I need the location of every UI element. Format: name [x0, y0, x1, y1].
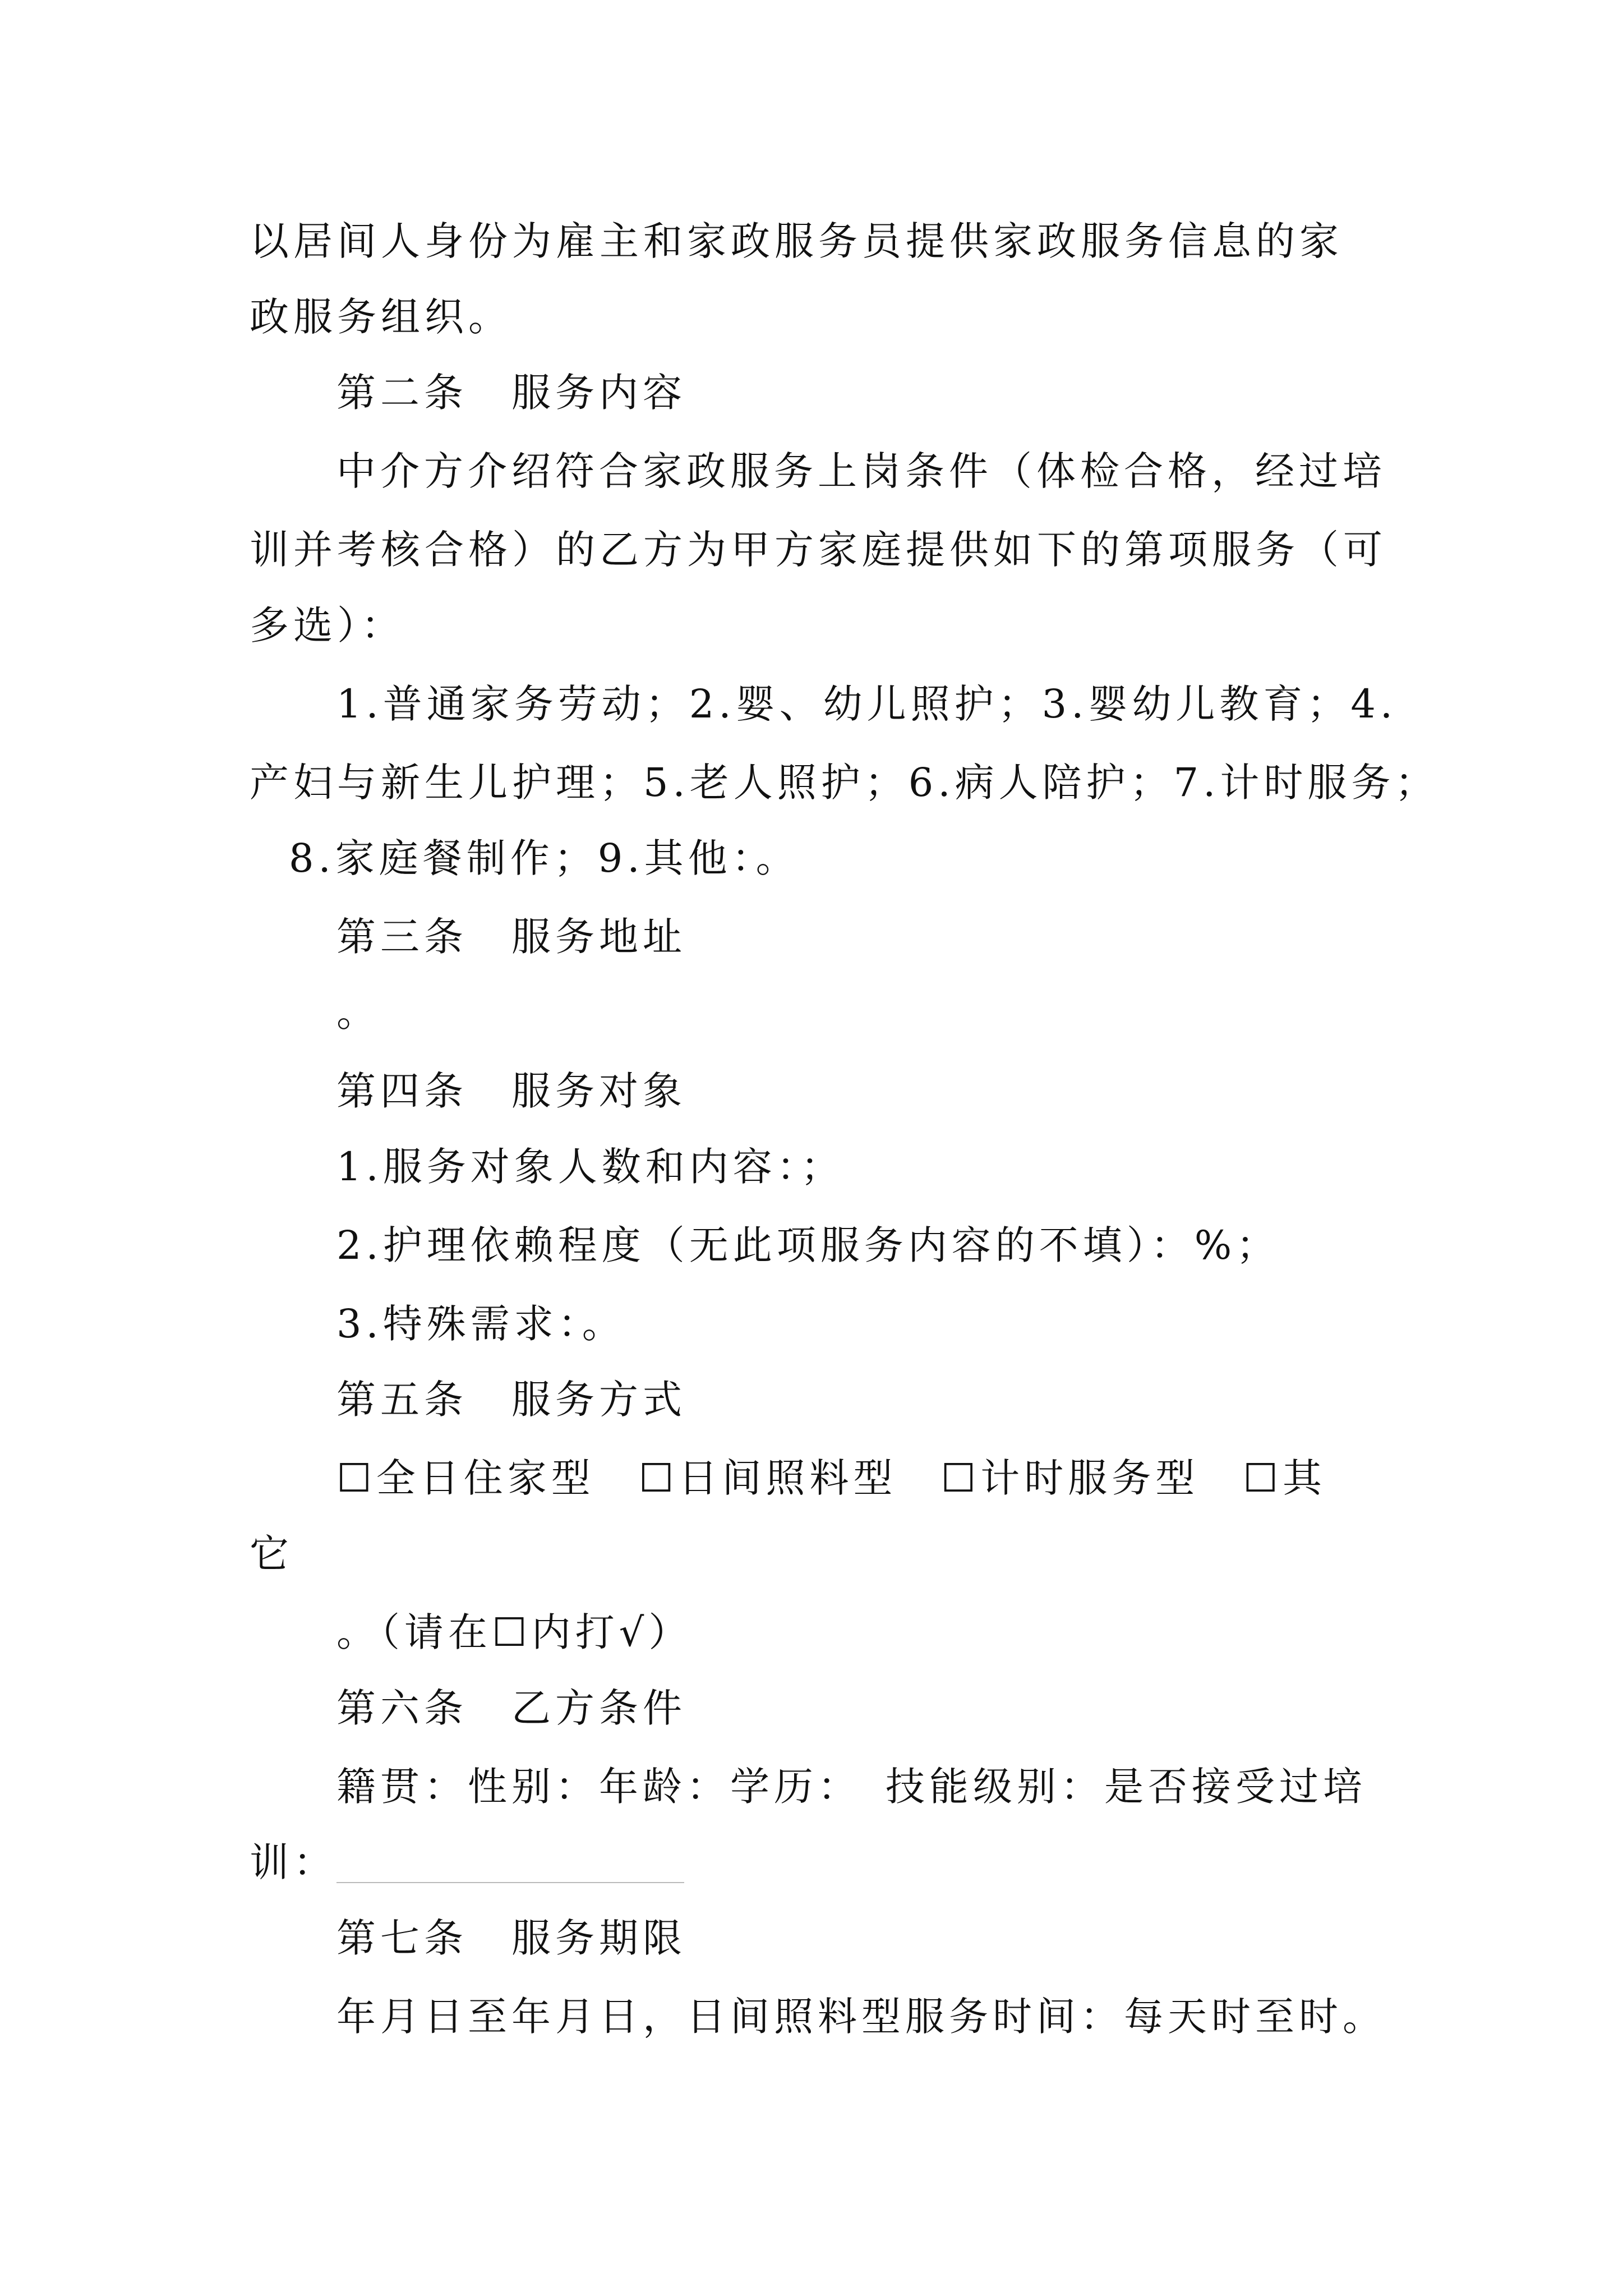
- text-line: 产妇与新生儿护理；5.老人照护；6.病人陪护；7.计时服务；: [250, 760, 1439, 806]
- text-line: 以居间人身份为雇主和家政服务员提供家政服务信息的家: [250, 218, 1343, 264]
- section-heading: 第三条 服务地址: [336, 914, 686, 960]
- text-line: 训：: [250, 1839, 337, 1885]
- text-line: 年月日至年月日，日间照料型服务时间：每天时至时。: [336, 1994, 1386, 2040]
- text-line: 政服务组织。: [250, 294, 512, 340]
- text-line: 2.护理依赖程度（无此项服务内容的不填）：%；: [336, 1222, 1280, 1268]
- text-line: 8.家庭餐制作；9.其他：。: [289, 835, 800, 881]
- text-line: 它: [250, 1531, 293, 1577]
- blank-fill-underline: [336, 1882, 684, 1883]
- text-line: 1.服务对象人数和内容：；: [336, 1144, 845, 1190]
- section-heading: 第七条 服务期限: [336, 1915, 686, 1961]
- text-line: 1.普通家务劳动；2.婴、幼儿照护；3.婴幼儿教育；4.: [336, 681, 1398, 727]
- text-line: 训并考核合格）的乙方为甲方家庭提供如下的第项服务（可: [250, 527, 1387, 573]
- text-line: 籍贯：性别：年龄：学历： 技能级别：是否接受过培: [336, 1764, 1367, 1810]
- section-heading: 第四条 服务对象: [336, 1068, 686, 1114]
- text-line: 中介方介绍符合家政服务上岗条件（体检合格，经过培: [336, 448, 1386, 494]
- text-line: 。（请在☐内打√）: [336, 1609, 693, 1655]
- section-heading: 第二条 服务内容: [336, 370, 686, 416]
- checkbox-options-line: ☐全日住家型 ☐日间照料型 ☐计时服务型 ☐其: [336, 1455, 1327, 1501]
- text-line: 多选）：: [250, 602, 405, 648]
- section-heading: 第五条 服务方式: [336, 1377, 686, 1423]
- text-line: 。: [336, 990, 380, 1036]
- section-heading: 第六条 乙方条件: [336, 1685, 686, 1731]
- text-line: 3.特殊需求：。: [336, 1301, 626, 1347]
